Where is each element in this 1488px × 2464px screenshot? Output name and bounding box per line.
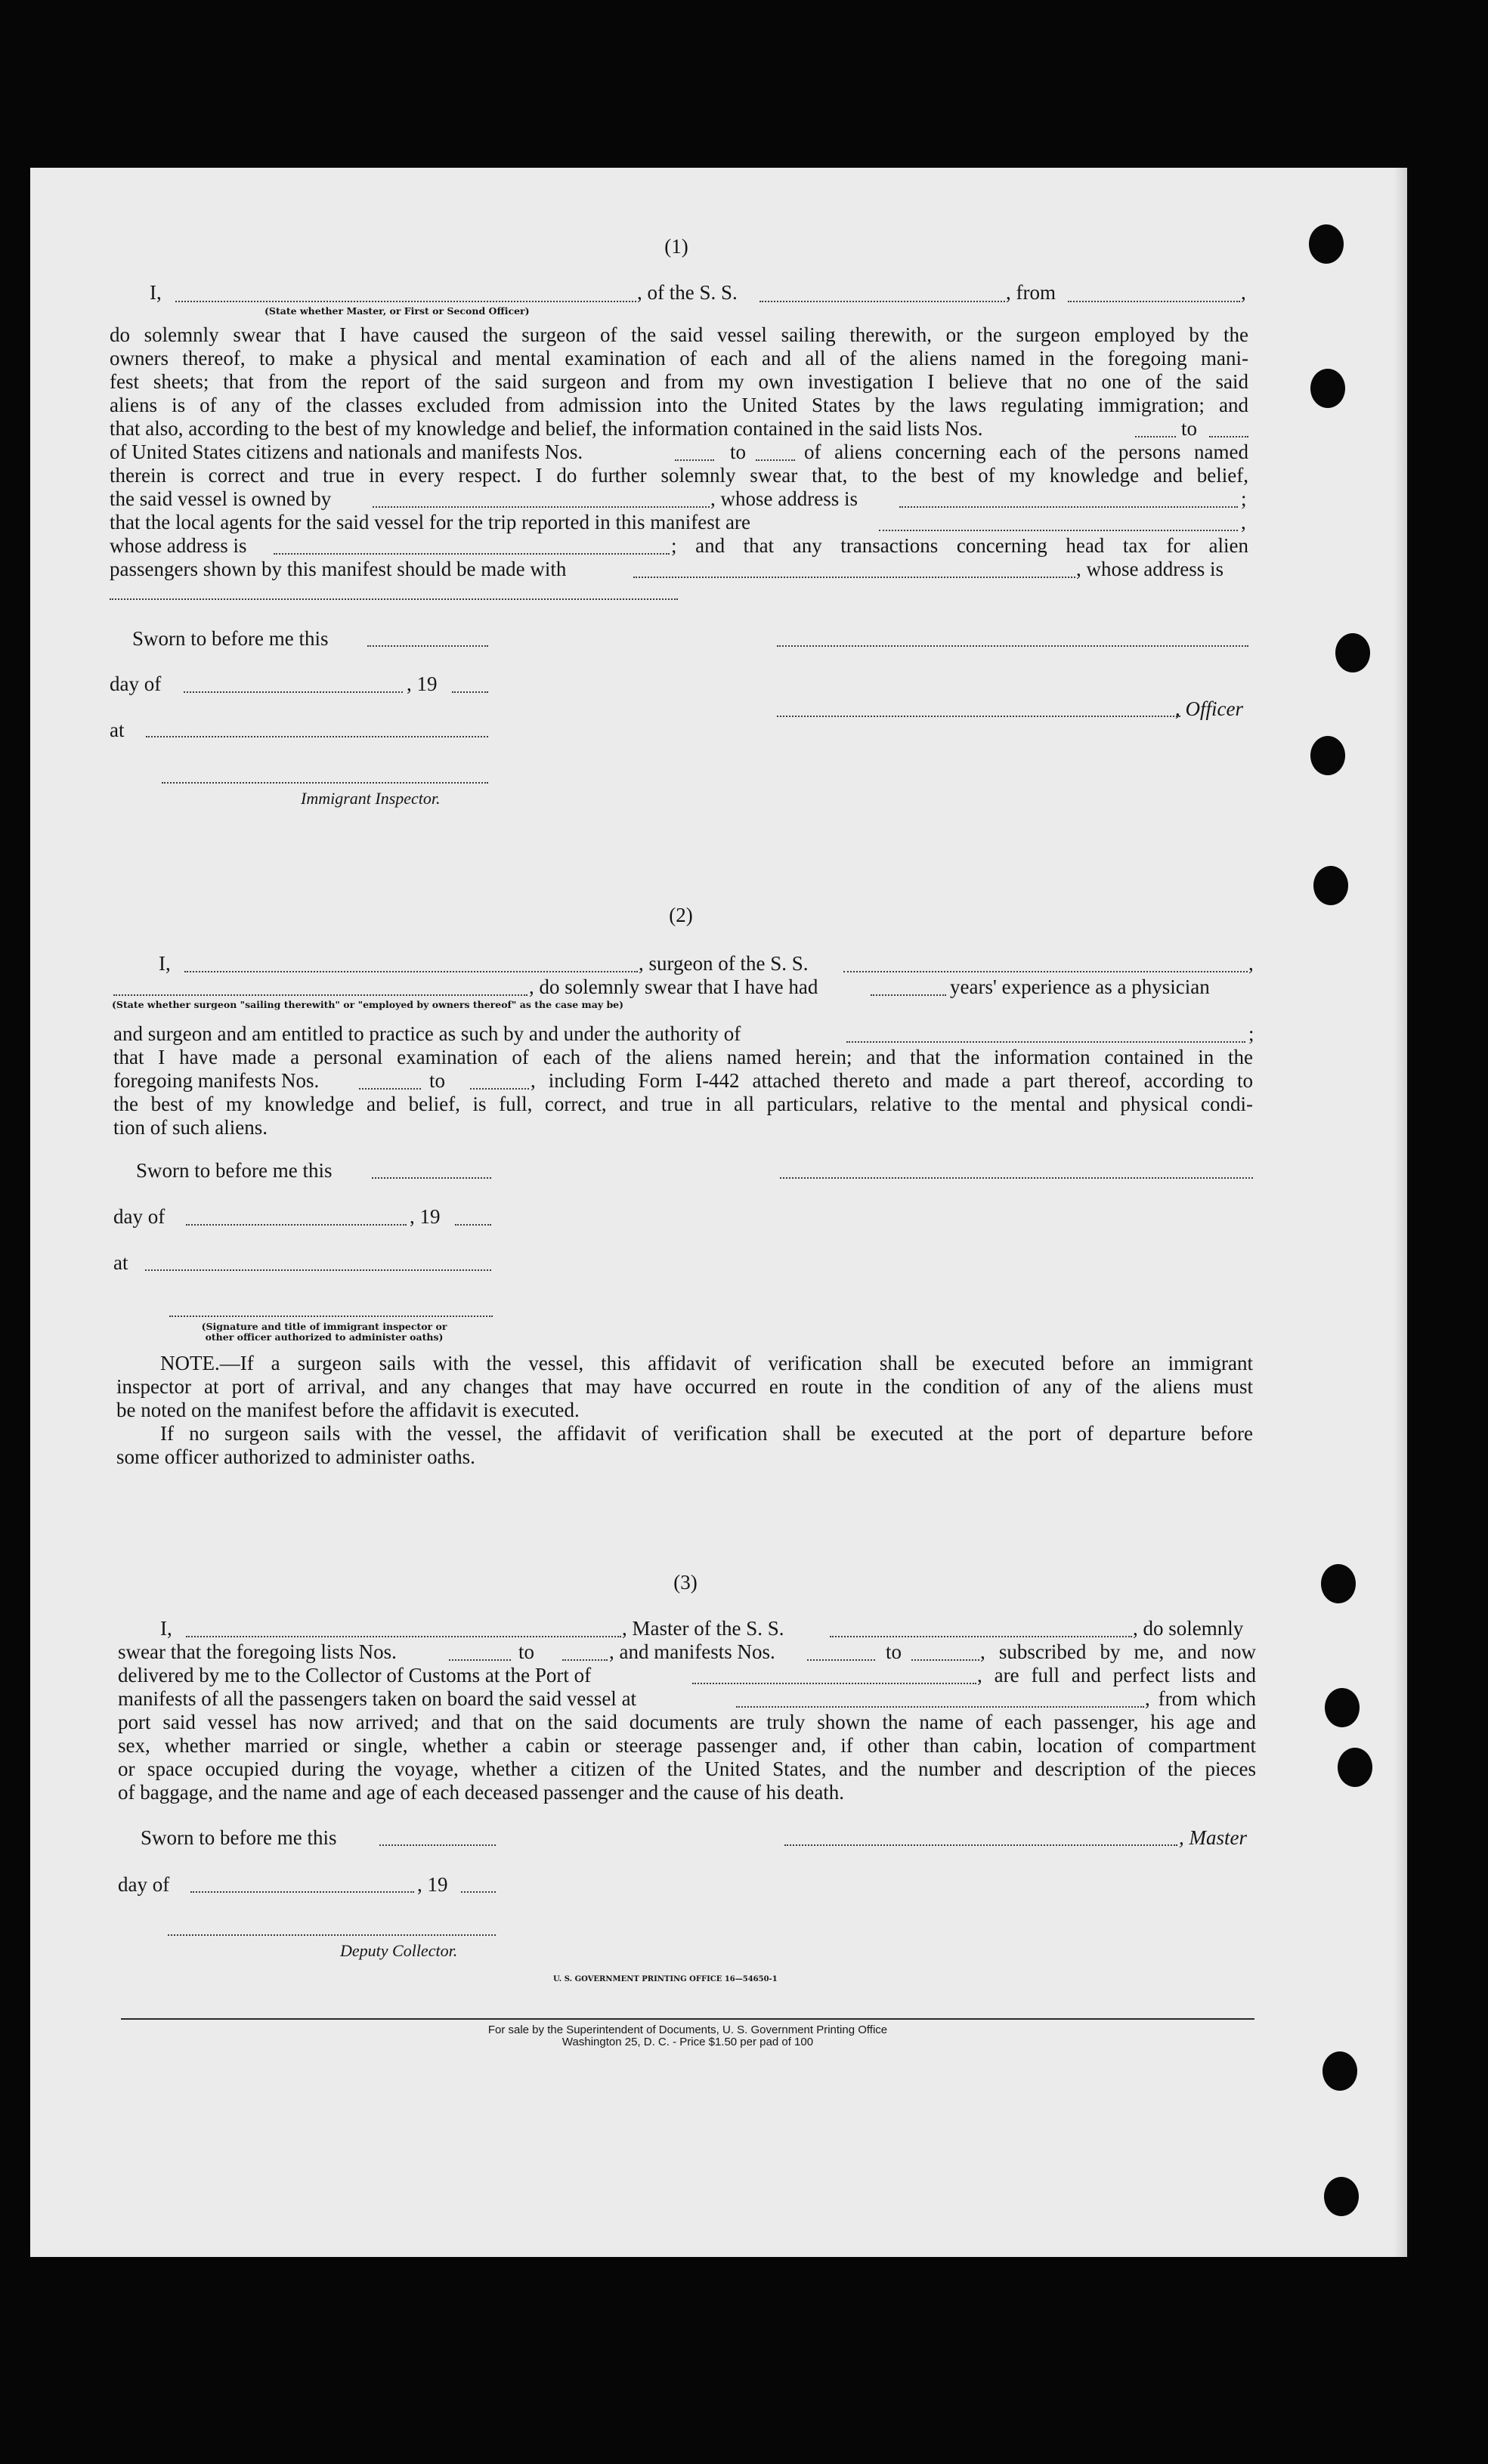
form-text: passengers shown by this manifest should be made with xyxy=(110,558,567,580)
year-label: , 19 xyxy=(410,1205,441,1228)
fill-line xyxy=(175,301,636,302)
form-text: , xyxy=(1241,281,1246,304)
fill-line xyxy=(759,301,1005,302)
form-text: , and manifests Nos. xyxy=(609,1640,775,1663)
note-text: If no surgeon sails with the vessel, the affidavit of verification shall be executed at the port of departure before xyxy=(160,1422,1253,1445)
form-text: I, xyxy=(159,952,171,975)
section-number: (1) xyxy=(664,235,688,258)
fill-line xyxy=(756,459,795,461)
section-number: (2) xyxy=(669,904,693,926)
form-text: that also, according to the best of my knowledge and belief, the information contained in the said lists Nos. xyxy=(110,417,983,440)
year-label: , 19 xyxy=(417,1873,448,1896)
master-label: , Master xyxy=(1179,1826,1247,1849)
form-text: of aliens concerning each of the persons named xyxy=(804,441,1248,463)
fill-line xyxy=(807,1659,875,1661)
sale-notice: Washington 25, D. C. - Price $1.50 per pad of 100 xyxy=(561,2036,814,2048)
note-text: be noted on the manifest before the affidavit is executed. xyxy=(116,1399,580,1421)
form-text: to xyxy=(429,1069,446,1092)
collector-label: Deputy Collector. xyxy=(340,1941,458,1960)
fill-line xyxy=(110,598,678,600)
form-text: , subscribed by me, and now xyxy=(980,1640,1256,1663)
sale-notice: For sale by the Superintendent of Documents, U. S. Government Printing Office xyxy=(487,2023,888,2036)
form-text: I, xyxy=(160,1617,172,1640)
fill-line xyxy=(461,1891,496,1893)
form-text: foregoing manifests Nos. xyxy=(113,1069,320,1092)
form-text: I, xyxy=(150,281,162,304)
section-number: (3) xyxy=(673,1571,698,1594)
fill-line xyxy=(470,1088,529,1090)
form-text: swear that the foregoing lists Nos. xyxy=(118,1640,397,1663)
signature-note: (Signature and title of immigrant inspector or xyxy=(201,1321,447,1332)
form-text: , whose address is xyxy=(1076,558,1224,580)
form-text: that the local agents for the said vessel for the trip reported in this manifest are xyxy=(110,511,750,533)
fill-line xyxy=(146,736,488,737)
form-text: ; xyxy=(1248,1022,1254,1045)
sworn-label: Sworn to before me this xyxy=(141,1826,337,1849)
year-label: , 19 xyxy=(407,672,438,695)
form-text: to xyxy=(1181,417,1198,440)
form-text: to xyxy=(886,1640,902,1663)
fill-line xyxy=(911,1659,979,1661)
fill-line xyxy=(843,971,1248,972)
field-note: (State whether Master, or First or Second Officer) xyxy=(264,305,530,317)
form-text: and surgeon and am entitled to practice as such by and under the authority of xyxy=(113,1022,741,1045)
signature-line xyxy=(162,782,488,784)
sworn-label: Sworn to before me this xyxy=(136,1159,333,1182)
form-text: or space occupied during the voyage, whether a citizen of the United States, and the number and description of the pieces xyxy=(118,1758,1256,1780)
fill-line xyxy=(113,994,527,996)
form-text: therein is correct and true in every respect. I do further solemnly swear that, to the best of my knowledge and belief, xyxy=(110,464,1248,487)
fill-line xyxy=(1135,436,1176,437)
form-text: to xyxy=(518,1640,535,1663)
note-text: inspector at port of arrival, and any changes that may have occurred en route in the condition of any of the aliens must xyxy=(116,1375,1253,1398)
day-label: day of xyxy=(113,1205,166,1228)
field-note: (State whether surgeon "sailing therewith" or "employed by owners thereof" as the case may be) xyxy=(112,999,624,1010)
fill-line xyxy=(633,577,1075,578)
form-text: whose address is xyxy=(110,534,247,557)
at-label: at xyxy=(113,1251,128,1274)
fill-line xyxy=(455,1224,491,1226)
form-text: , from xyxy=(1006,281,1056,304)
fill-line xyxy=(449,1659,511,1661)
form-text: , of the S. S. xyxy=(637,281,738,304)
note-text: some officer authorized to administer oaths. xyxy=(116,1445,475,1468)
signature-line xyxy=(169,1315,493,1317)
fill-line xyxy=(871,994,946,996)
form-text: owners thereof, to make a physical and mental examination of each and all of the aliens named in the foregoing mani- xyxy=(110,347,1248,369)
form-text: ; and that any transactions concerning head tax for alien xyxy=(671,534,1248,557)
signature-line xyxy=(777,716,1180,717)
form-text: sex, whether married or single, whether a cabin or steerage passenger and, if other than cabin, location of compartment xyxy=(118,1734,1256,1757)
gpo-imprint: U. S. GOVERNMENT PRINTING OFFICE 16—54650-1 xyxy=(553,1975,778,1983)
signature-line xyxy=(780,1177,1253,1179)
fill-line xyxy=(186,1636,621,1637)
form-text: port said vessel has now arrived; and that on the said documents are truly shown the name of each passenger, his age and xyxy=(118,1711,1256,1733)
fill-line xyxy=(186,1224,407,1226)
binder-hole xyxy=(1325,1688,1360,1727)
form-text: , from which xyxy=(1145,1687,1256,1710)
binder-hole xyxy=(1310,369,1345,408)
form-text: , Master of the S. S. xyxy=(622,1617,784,1640)
form-text: the said vessel is owned by xyxy=(110,487,332,510)
fill-line xyxy=(379,1844,496,1846)
signature-line xyxy=(168,1934,496,1936)
form-text: manifests of all the passengers taken on board the said vessel at xyxy=(118,1687,637,1710)
fill-line xyxy=(145,1269,491,1271)
form-text: do solemnly swear that I have caused the surgeon of the said vessel sailing therewith, or the surgeon employed by the xyxy=(110,323,1248,346)
fill-line xyxy=(359,1088,421,1090)
form-text: , including Form I-442 attached thereto and made a part thereof, according to xyxy=(531,1069,1253,1092)
signature-line xyxy=(784,1844,1177,1846)
at-label: at xyxy=(110,719,125,741)
fill-line xyxy=(1068,301,1240,302)
officer-label: , Officer xyxy=(1175,697,1243,720)
footer-rule xyxy=(121,2018,1254,2020)
form-text: ; xyxy=(1241,487,1247,510)
fill-line xyxy=(692,1683,976,1684)
form-text: delivered by me to the Collector of Customs at the Port of xyxy=(118,1664,592,1686)
sworn-label: Sworn to before me this xyxy=(132,627,329,650)
form-text: of baggage, and the name and age of each deceased passenger and the cause of his death. xyxy=(118,1781,845,1804)
fill-line xyxy=(184,691,403,693)
form-text: years' experience as a physician xyxy=(950,975,1210,998)
fill-line xyxy=(373,506,710,508)
fill-line xyxy=(190,1891,414,1893)
form-text: to xyxy=(730,441,747,463)
binder-hole xyxy=(1310,736,1345,775)
fill-line xyxy=(562,1659,608,1661)
fill-line xyxy=(452,691,488,693)
fill-line xyxy=(899,506,1238,508)
fill-line xyxy=(274,553,670,555)
inspector-label: Immigrant Inspector. xyxy=(301,789,441,808)
fill-line xyxy=(830,1636,1132,1637)
fill-line xyxy=(736,1706,1144,1708)
fill-line xyxy=(879,530,1238,531)
note-text: NOTE.—If a surgeon sails with the vessel, this affidavit of verification shall be executed before an immigrant xyxy=(160,1352,1253,1374)
form-text: the best of my knowledge and belief, is full, correct, and true in all particulars, relative to the mental and physical condi- xyxy=(113,1093,1253,1115)
form-text: , xyxy=(1241,511,1246,533)
signature-line xyxy=(777,645,1248,647)
binder-hole xyxy=(1313,866,1348,905)
form-text: , do solemnly xyxy=(1133,1617,1244,1640)
binder-hole xyxy=(1321,1564,1356,1603)
form-text: aliens is of any of the classes excluded from admission into the United States by the laws regulating immigration; and xyxy=(110,394,1248,416)
fill-line xyxy=(846,1041,1245,1043)
binder-hole xyxy=(1335,633,1370,672)
form-text: of United States citizens and nationals and manifests Nos. xyxy=(110,441,583,463)
form-text: , xyxy=(1248,952,1254,975)
form-text: that I have made a personal examination of each of the aliens named herein; and that the information contained in the xyxy=(113,1046,1253,1068)
fill-line xyxy=(1209,436,1248,437)
signature-note: other officer authorized to administer oaths) xyxy=(205,1331,444,1343)
form-text: , are full and perfect lists and xyxy=(977,1664,1256,1686)
fill-line xyxy=(367,645,488,647)
form-text: , whose address is xyxy=(710,487,858,510)
form-text: tion of such aliens. xyxy=(113,1116,268,1139)
form-text: , surgeon of the S. S. xyxy=(639,952,809,975)
form-text: fest sheets; that from the report of the said surgeon and from my own investigation I believe that no one of the said xyxy=(110,370,1248,393)
binder-hole xyxy=(1309,224,1344,264)
fill-line xyxy=(675,459,714,461)
fill-line xyxy=(184,971,638,972)
binder-hole xyxy=(1338,1748,1372,1787)
fill-line xyxy=(372,1177,491,1179)
day-label: day of xyxy=(110,672,162,695)
binder-hole xyxy=(1324,2177,1359,2216)
form-text: , do solemnly swear that I have had xyxy=(529,975,818,998)
day-label: day of xyxy=(118,1873,170,1896)
binder-hole xyxy=(1322,2051,1357,2091)
